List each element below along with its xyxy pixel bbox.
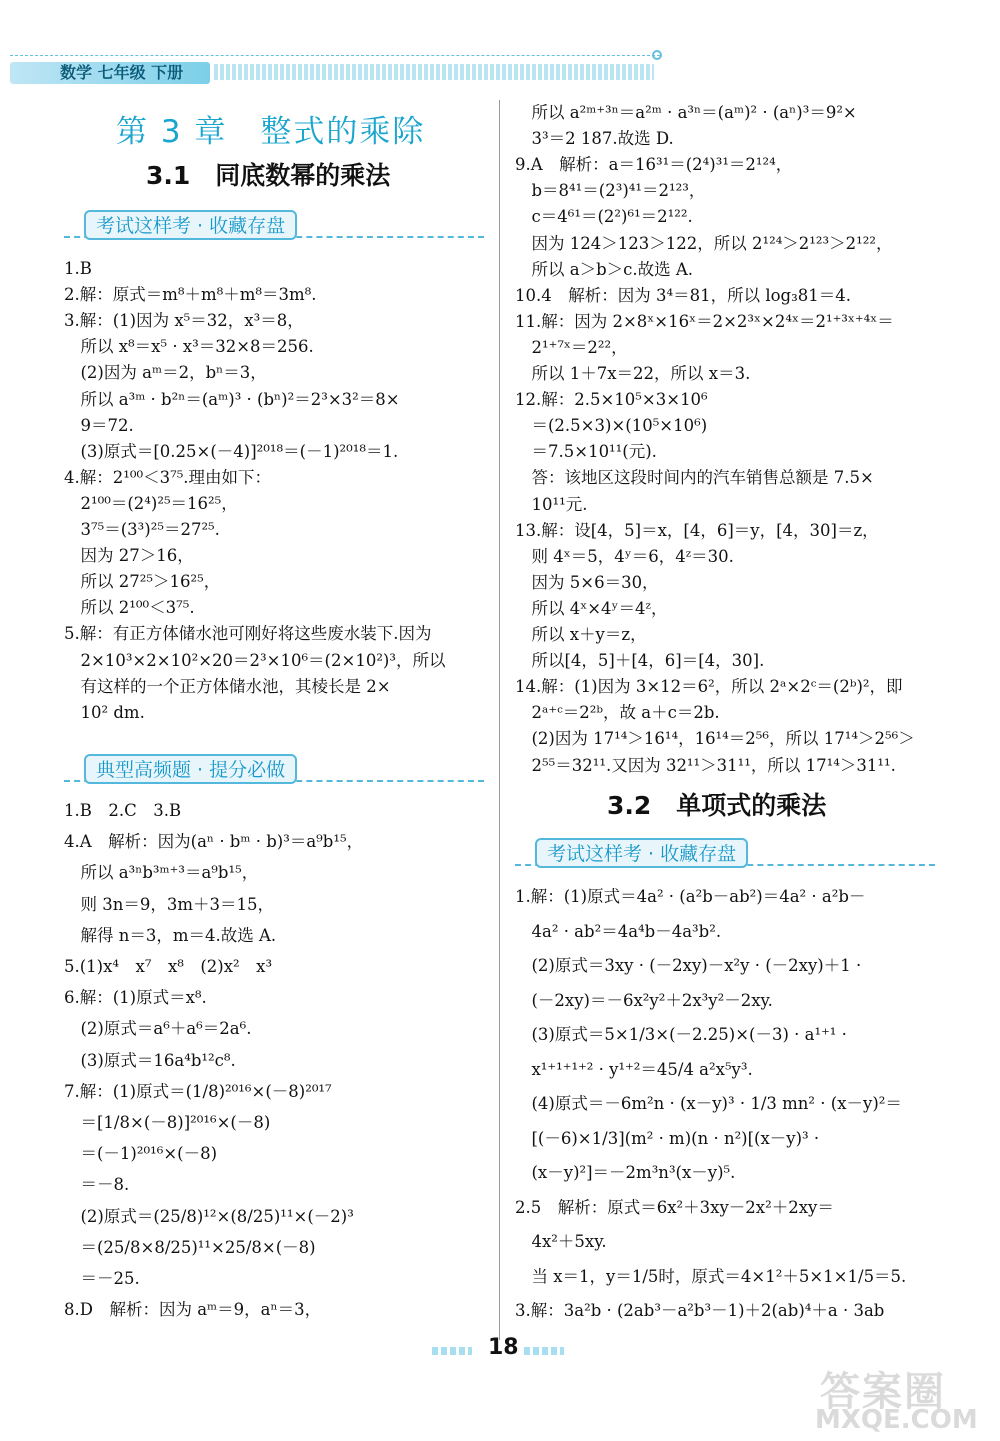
answer-line: ＝(25/8×8/25)¹¹×25/8×(－8) xyxy=(64,1237,316,1257)
answer-line: 所以 a³ᵐ · b²ⁿ＝(aᵐ)³ · (bⁿ)²＝2³×3²＝8× xyxy=(64,389,400,409)
answer-line: 则 3n＝9，3m＋3＝15， xyxy=(64,894,275,914)
header-decoration xyxy=(214,64,654,80)
answer-line: 所以 x＋y＝z， xyxy=(515,625,647,644)
answer-line: 3.解：(1)因为 x⁵＝32，x³＝8， xyxy=(64,311,304,331)
answer-line: 7.解：(1)原式＝(1/8)²⁰¹⁶×(－8)²⁰¹⁷ xyxy=(64,1081,332,1101)
answer-line: 2⁵⁵＝32¹¹.又因为 32¹¹＞31¹¹，所以 17¹⁴＞31¹¹. xyxy=(515,755,896,775)
answer-line: 10² dm. xyxy=(64,702,145,722)
answer-line: 2¹⁰⁰＝(2⁴)²⁵＝16²⁵， xyxy=(64,493,238,513)
answer-line: (2)因为 17¹⁴＞16¹⁴，16¹⁴＝2⁵⁶，所以 17¹⁴＞2⁵⁶＞ xyxy=(515,729,915,749)
answer-line: ＝－8. xyxy=(64,1175,130,1195)
answer-line: 3.解：3a²b · (2ab³－a²b³－1)＋2(ab)⁴＋a · 3ab xyxy=(515,1301,885,1320)
answer-line: 6.解：(1)原式＝x⁸. xyxy=(64,988,207,1008)
answer-line: 5.(1)x⁴ x⁷ x⁸ (2)x² x³ xyxy=(64,957,273,976)
answer-line: 4.解：2¹⁰⁰＜3⁷⁵.理由如下： xyxy=(64,467,272,487)
header-rule-end-dot xyxy=(652,50,662,60)
answer-line: 10.4 解析：因为 3⁴＝81，所以 log₃81＝4. xyxy=(515,285,851,305)
answer-line: 所以[4，5]＋[4，6]＝[4，30]. xyxy=(515,651,765,671)
answer-line: 所以 4ˣ×4ʸ＝4ᶻ， xyxy=(515,598,668,618)
answer-line: (2)原式＝a⁶＋a⁶＝2a⁶. xyxy=(64,1019,252,1039)
answer-line: 因为 124＞123＞122，所以 2¹²⁴＞2¹²³＞2¹²²， xyxy=(515,233,893,253)
answer-line: 11.解：因为 2×8ˣ×16ˣ＝2×2³ˣ×2⁴ˣ＝2¹⁺³ˣ⁺⁴ˣ＝ xyxy=(515,311,894,331)
banner-exam-2: 考试这样考 · 收藏存盘 xyxy=(535,838,748,868)
page-number-decoration xyxy=(524,1347,564,1355)
answer-line: ＝(2.5×3)×(10⁵×10⁶) xyxy=(515,416,708,436)
answer-line: (x－y)²]＝－2m³n³(x－y)⁵. xyxy=(515,1163,736,1182)
answer-line: 2¹⁺⁷ˣ＝2²²， xyxy=(515,337,628,357)
answer-line: 4a² · ab²＝4a⁴b－4a³b². xyxy=(515,921,722,941)
watermark-url: MXQE.COM xyxy=(815,1405,978,1435)
column-divider xyxy=(499,100,500,1340)
answer-line: (3)原式＝[0.25×(－4)]²⁰¹⁸＝(－1)²⁰¹⁸＝1. xyxy=(64,441,399,461)
answer-line: 因为 27＞16， xyxy=(64,546,194,566)
answer-line: 解得 n＝3，m＝4.故选 A. xyxy=(64,925,277,945)
chapter-title: 第 3 章 整式的乘除 xyxy=(116,114,426,150)
banner-exam: 考试这样考 · 收藏存盘 xyxy=(84,210,297,240)
answer-line: b＝8⁴¹＝(2³)⁴¹＝2¹²³， xyxy=(515,181,706,201)
answer-line: (4)原式＝－6m²n · (x－y)³ · 1/3 mn² · (x－y)²＝ xyxy=(515,1094,902,1113)
answer-line: 1.B 2.C 3.B xyxy=(64,801,182,820)
page-number-decoration xyxy=(432,1347,472,1355)
answer-line: 4.A 解析：因为(aⁿ · bᵐ · b)³＝a⁹b¹⁵， xyxy=(64,832,364,852)
answer-line: 所以 a³ⁿb³ᵐ⁺³＝a⁹b¹⁵， xyxy=(64,863,259,883)
answer-line: 答：该地区这段时间内的汽车销售总额是 7.5× xyxy=(515,468,874,488)
answer-line: 9＝72. xyxy=(64,415,134,435)
answer-line: 14.解：(1)因为 3×12＝6²，所以 2ᵃ×2ᶜ＝(2ᵇ)²，即 xyxy=(515,677,903,697)
answer-line: 13.解：设[4，5]＝x，[4，6]＝y，[4，30]＝z， xyxy=(515,520,879,540)
answer-line: 1.B xyxy=(64,259,92,278)
answer-line: 所以 a²ᵐ⁺³ⁿ＝a²ᵐ · a³ⁿ＝(aᵐ)² · (aⁿ)³＝9²× xyxy=(515,103,857,122)
answer-line: 所以 x⁸＝x⁵ · x³＝32×8＝256. xyxy=(64,337,314,357)
answer-line: x¹⁺¹⁺¹⁺² · y¹⁺²＝45/4 a²x⁵y³. xyxy=(515,1059,753,1079)
answer-line: 1.解：(1)原式＝4a² · (a²b－ab²)＝4a² · a²b－ xyxy=(515,887,866,906)
answer-line: 所以 a＞b＞c.故选 A. xyxy=(515,259,694,279)
answer-line: [(－6)×1/3](m² · m)(n · n²)[(x－y)³ · xyxy=(515,1128,820,1148)
header-rule xyxy=(10,55,660,56)
answer-line: 5.解：有正方体储水池可刚好将这些废水装下.因为 xyxy=(64,624,432,644)
answer-line: 9.A 解析：a＝16³¹＝(2⁴)³¹＝2¹²⁴， xyxy=(515,155,793,175)
section-title-3-1: 3.1 同底数幂的乘法 xyxy=(146,161,391,190)
answer-line: (3)原式＝5×1/3×(－2.25)×(－3) · a¹⁺¹ · xyxy=(515,1025,847,1044)
answer-line: 2ᵃ⁺ᶜ＝2²ᵇ，故 a＋c＝2b. xyxy=(515,703,720,723)
answer-line: ＝7.5×10¹¹(元). xyxy=(515,442,657,462)
answer-line: 3⁷⁵＝(3³)²⁵＝27²⁵. xyxy=(64,520,220,539)
answer-line: 当 x＝1，y＝1/5时，原式＝4×1²＋5×1×1/5＝5. xyxy=(515,1266,907,1286)
answer-line: 2.5 解析：原式＝6x²＋3xy－2x²＋2xy＝ xyxy=(515,1197,834,1217)
answer-line: 则 4ˣ＝5，4ʸ＝6，4ᶻ＝30. xyxy=(515,546,734,566)
answer-line: 所以 2¹⁰⁰＜3⁷⁵. xyxy=(64,598,195,618)
answer-line: 所以 1＋7x＝22，所以 x＝3. xyxy=(515,364,751,383)
answer-line: (2)原式＝3xy · (－2xy)－x²y · (－2xy)＋1 · xyxy=(515,956,862,975)
answer-line: (2)因为 aᵐ＝2，bⁿ＝3， xyxy=(64,363,267,383)
answer-line: ＝－25. xyxy=(64,1269,140,1288)
answer-line: 有这样的一个正方体储水池，其棱长是 2× xyxy=(64,676,391,696)
section-title-3-2: 3.2 单项式的乘法 xyxy=(607,791,827,820)
answer-line: 2.解：原式＝m⁸＋m⁸＋m⁸＝3m⁸. xyxy=(64,285,317,305)
book-title: 数学 七年级 下册 xyxy=(60,63,184,82)
answer-line: 8.D 解析：因为 aᵐ＝9，aⁿ＝3， xyxy=(64,1300,322,1320)
banner-typical: 典型高频题 · 提分必做 xyxy=(84,754,297,784)
watermark-logo: 答案圈 xyxy=(820,1369,946,1415)
answer-line: c＝4⁶¹＝(2²)⁶¹＝2¹²². xyxy=(515,207,693,227)
answer-line: 4x²＋5xy. xyxy=(515,1232,607,1251)
answer-line: 因为 5×6＝30， xyxy=(515,572,659,592)
answer-line: 3³＝2 187.故选 D. xyxy=(515,129,674,149)
answer-line: 10¹¹元. xyxy=(515,494,588,514)
answer-line: (－2xy)＝－6x²y²＋2x³y²－2xy. xyxy=(515,990,773,1010)
answer-line: ＝(－1)²⁰¹⁶×(－8) xyxy=(64,1144,218,1164)
answer-line: 所以 27²⁵＞16²⁵， xyxy=(64,572,221,592)
answer-line: (2)原式＝(25/8)¹²×(8/25)¹¹×(－2)³ xyxy=(64,1206,354,1226)
page-number: 18 xyxy=(488,1335,519,1360)
answer-line: 12.解：2.5×10⁵×3×10⁶ xyxy=(515,390,708,410)
answer-line: 2×10³×2×10²×20＝2³×10⁶＝(2×10²)³，所以 xyxy=(64,650,446,670)
answer-line: ＝[1/8×(－8)]²⁰¹⁶×(－8) xyxy=(64,1113,271,1132)
answer-line: (3)原式＝16a⁴b¹²c⁸. xyxy=(64,1050,236,1070)
